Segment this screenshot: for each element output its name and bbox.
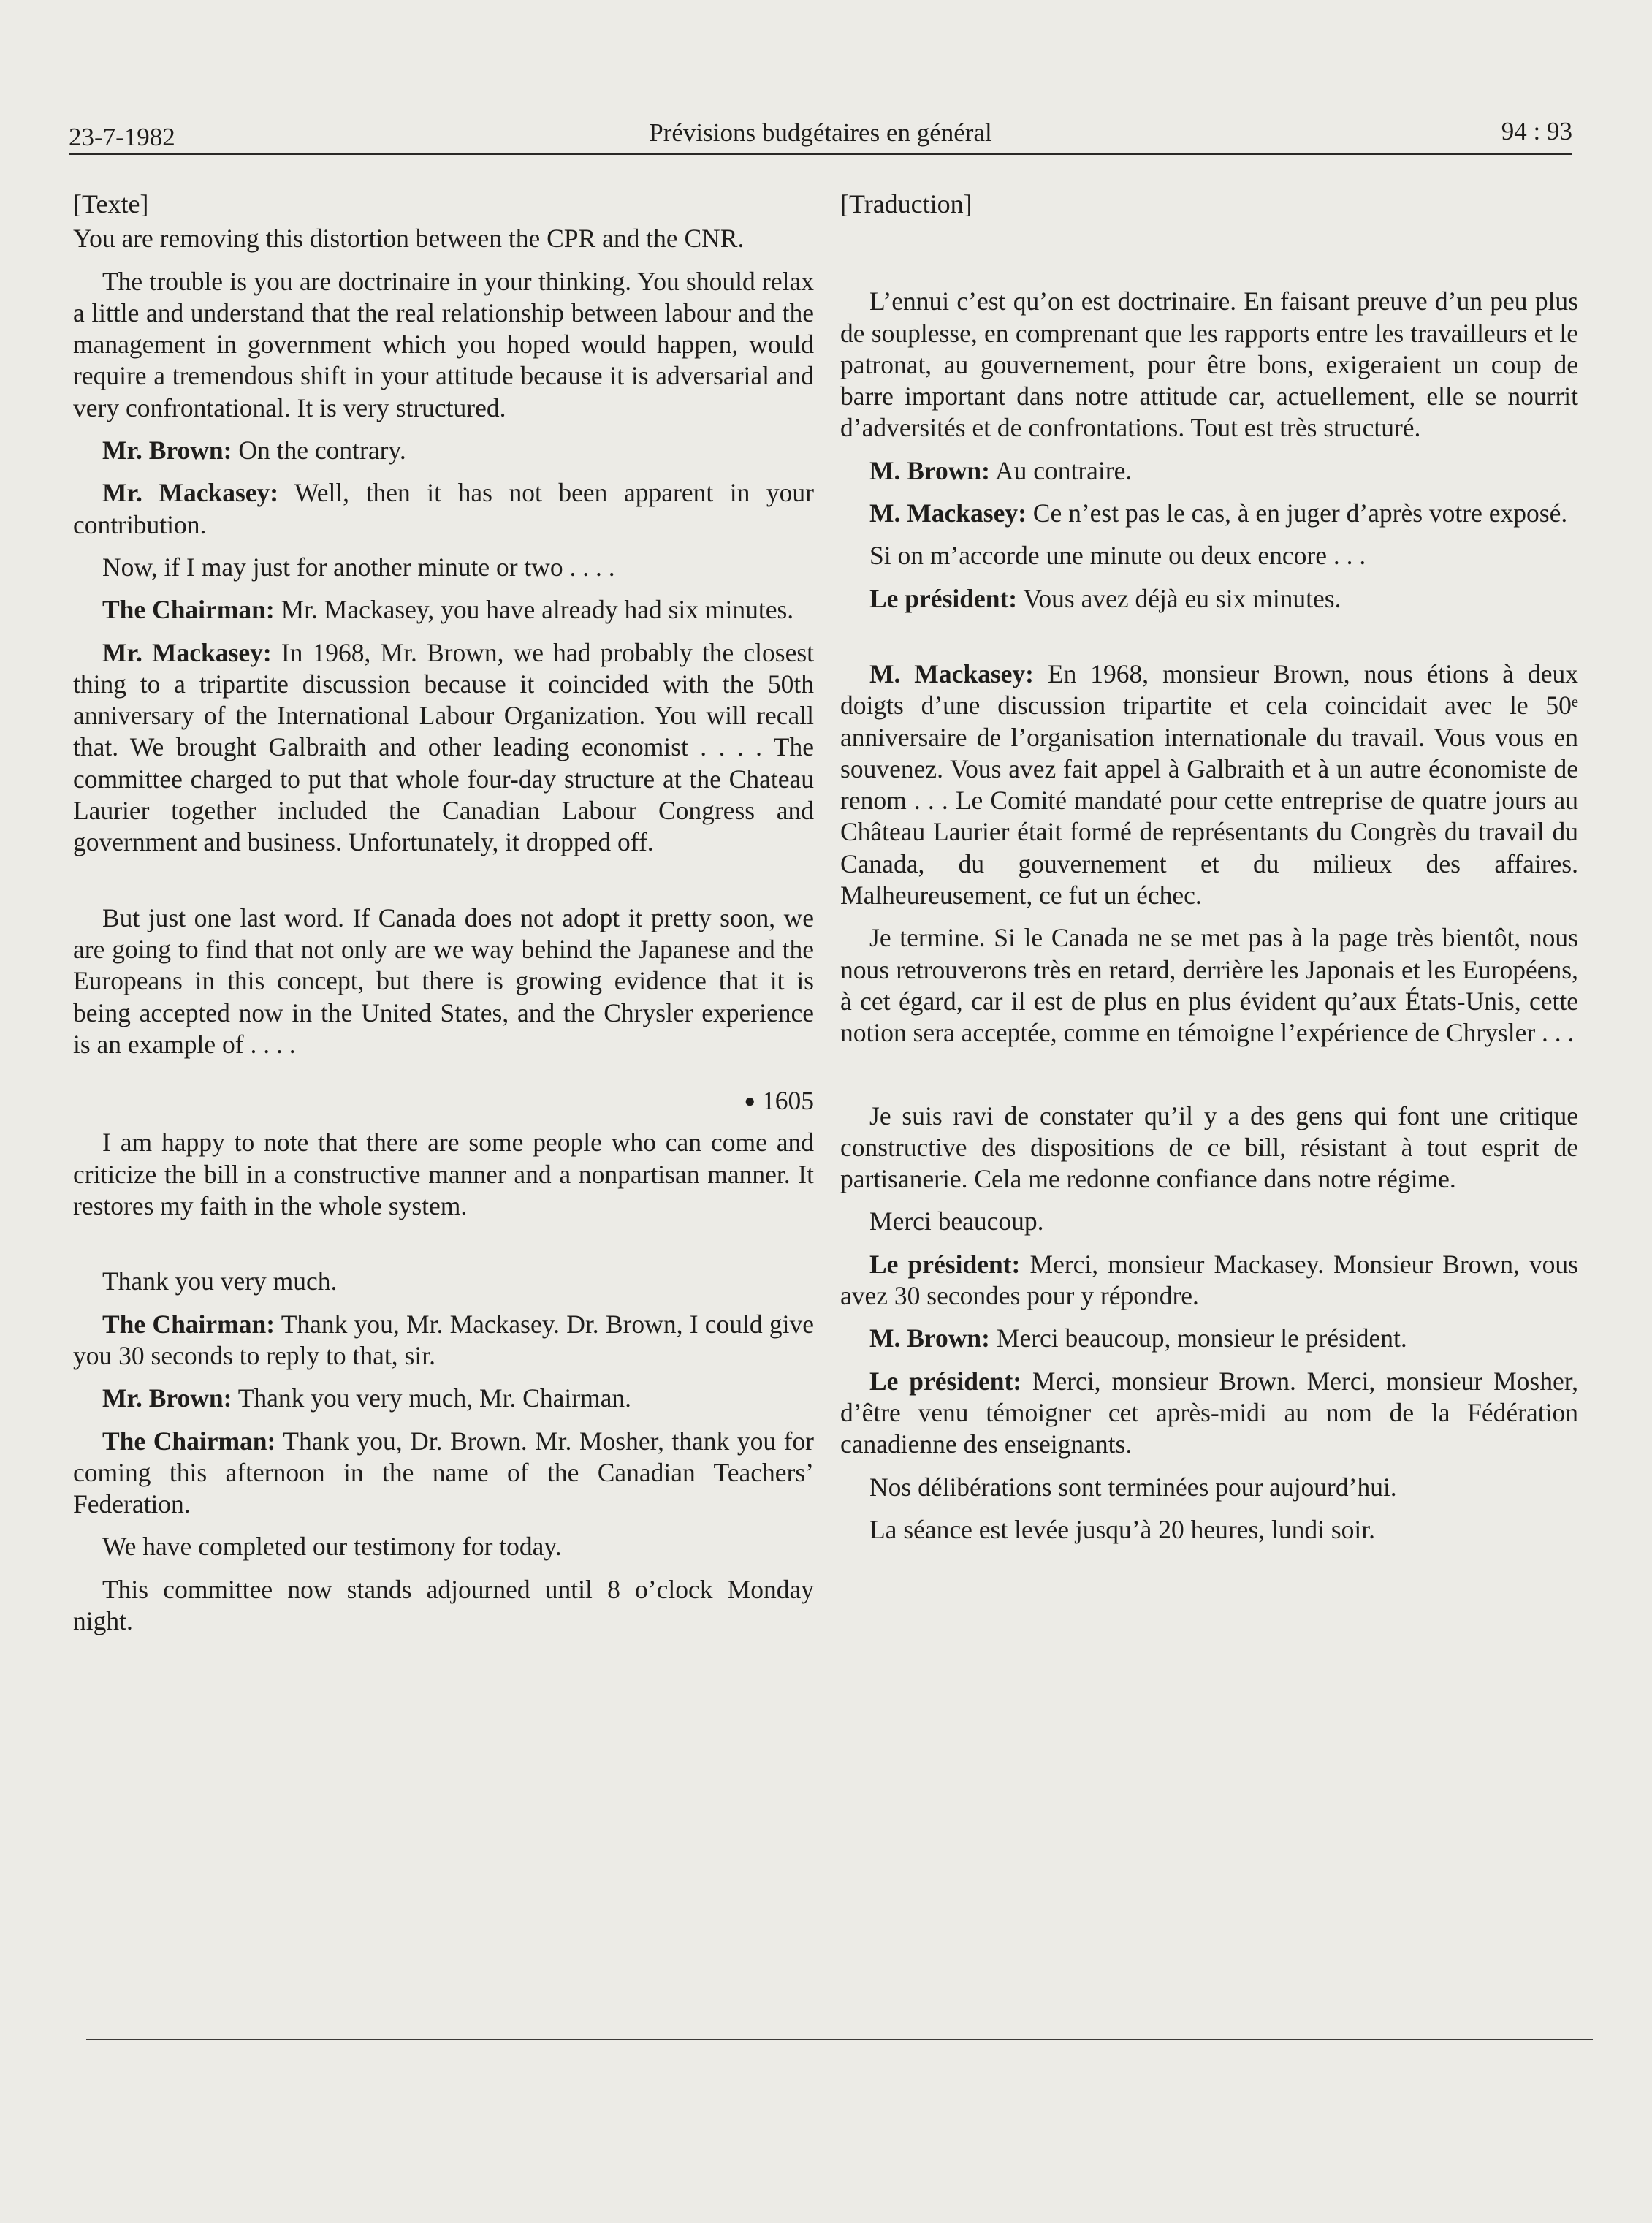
speaker-name: The Chairman: — [102, 1309, 275, 1339]
paragraph-text: L’ennui c’est qu’on est doctrinaire. En faisant preuve d’un peu plus de souplesse, en comprenant que les rapports entre les travailleurs et le patronat, au gouvernement, pour être bons, exigeraient un coup de barre important dans notre attitude car, actuellement, elle se nourrit d’adversités et de confrontations. Tout est très structuré. — [840, 286, 1578, 443]
paragraph — [840, 1206, 1578, 1237]
paragraph — [73, 435, 814, 466]
speaker-name: M. Mackasey: — [869, 658, 1034, 688]
paragraph-text: Si on m’accorde une minute ou deux encore . . . — [869, 541, 1366, 571]
paragraph — [73, 1574, 814, 1638]
paragraph — [73, 223, 814, 254]
paragraph — [840, 1366, 1578, 1461]
paragraph — [840, 286, 1578, 444]
paragraph-text: Thank you very much, Mr. Chairman. — [237, 1383, 632, 1413]
paragraph-text: Vous avez déjà eu six minutes. — [1023, 583, 1341, 613]
paragraph — [840, 922, 1578, 1049]
header-rule — [69, 153, 1572, 155]
paragraph — [840, 1323, 1578, 1354]
paragraph — [73, 1309, 814, 1372]
paragraph-text: In 1968, Mr. Brown, we had probably the closest thing to a tripartite discussion because it coincided with the 50th anniversary of the International Labour Organization. You will recall that. We brought Galbraith and other leading economist . . . . The committee charged to put that whole four-day structure at the Chateau Laurier together included the Canadian Labour Congress and government and business. Unfortunately, it dropped off. — [73, 637, 815, 857]
speaker-name: The Chairman: — [102, 1426, 276, 1456]
paragraph — [840, 1249, 1578, 1312]
paragraph-text: En 1968, monsieur Brown, nous étions à deux doigts d’une discussion tripartite et cela coincidait avec le 50ᵉ anniversaire de l’organisation internationale du travail. Vous vous en souvenez. Vous avez fait appel à Galbraith et à un autre économiste de renom . . . Le Comité mandaté pour cette entreprise de quatre jours au Château Laurier était formé de représentants du Congrès du travail du Canada, du gouvernement et du milieux des affaires. Malheureusement, ce fut un échec. — [840, 658, 1578, 911]
paragraph — [840, 1101, 1578, 1196]
paragraph-text: Au contraire. — [994, 455, 1133, 485]
paragraph-text: You are removing this distortion between the CPR and the CNR. — [73, 224, 745, 254]
speaker-name: Mr. Brown: — [102, 1383, 232, 1413]
bullet-icon: ● — [744, 1090, 756, 1112]
paragraph — [840, 1514, 1578, 1546]
french-column — [840, 189, 1578, 1557]
paragraph-text: We have completed our testimony for today. — [102, 1532, 562, 1562]
footer-rule — [86, 2039, 1593, 2040]
column-tag: [Traduction] — [840, 189, 972, 218]
english-column — [73, 189, 814, 1648]
paragraph-text: Thank you, Dr. Brown. Mr. Mosher, thank you for coming this afternoon in the name of the Canadian Teachers’ Federation. — [73, 1426, 814, 1519]
paragraph — [73, 1266, 814, 1297]
paragraph — [840, 658, 1578, 911]
header-date: 23-7-1982 — [69, 123, 175, 151]
paragraph-text: The trouble is you are doctrinaire in your thinking. You should relax a little and understand that the real relationship between labour and the management in government which you hoped would happen, would require a tremendous shift in your attitude because it is adversarial and very confrontational. It is very structured. — [73, 266, 814, 422]
paragraph — [73, 1531, 814, 1562]
speaker-name: Le président: — [869, 1249, 1021, 1279]
header-page-number: 94 : 93 — [1501, 117, 1572, 145]
paragraph-text: Now, if I may just for another minute or two . . . . — [102, 552, 615, 582]
paragraph-text: Mr. Mackasey, you have already had six minutes. — [281, 595, 794, 625]
paragraph-text: Merci, monsieur Brown. Merci, monsieur Mosher, d’être venu témoigner cet après-midi au nom de la Fédération canadienne des enseignants. — [840, 1366, 1578, 1459]
paragraph — [840, 455, 1578, 487]
speaker-name: Mr. Brown: — [102, 436, 232, 466]
paragraph — [73, 594, 814, 626]
paragraph — [73, 552, 814, 583]
speaker-name: Le président: — [869, 1366, 1022, 1396]
page-header — [69, 111, 1572, 155]
time-marker — [73, 1085, 814, 1117]
speaker-name: Mr. Mackasey: — [102, 637, 272, 667]
paragraph — [73, 1426, 814, 1521]
speaker-name: M. Brown: — [869, 1323, 991, 1353]
paragraph — [73, 902, 814, 1060]
paragraph-text: Je termine. Si le Canada ne se met pas à la page très bientôt, nous nous retrouverons très en retard, derrière les Japonais et les Européens, à cet égard, car il est de plus en plus évident qu’aux États-Unis, cette notion sera acceptée, comme en témoigne l’expérience de Chrysler . . . — [840, 923, 1578, 1048]
paragraph — [840, 498, 1578, 529]
column-tag: [Texte] — [73, 189, 149, 218]
paragraph-text: Nos délibérations sont terminées pour aujourd’hui. — [869, 1472, 1397, 1502]
speaker-name: M. Mackasey: — [869, 498, 1027, 528]
paragraph-text: Je suis ravi de constater qu’il y a des gens qui font une critique constructive des dispositions de ce bill, résistant à tout esprit de partisanerie. Cela me redonne confiance dans notre régime. — [840, 1101, 1578, 1194]
speaker-name: Le président: — [869, 583, 1018, 613]
paragraph-text: Ce n’est pas le cas, à en juger d’après votre exposé. — [1032, 498, 1568, 528]
speaker-name: M. Brown: — [869, 455, 991, 485]
paragraph-text: Thank you, Mr. Mackasey. Dr. Brown, I could give you 30 seconds to reply to that, sir. — [73, 1309, 815, 1370]
paragraph-text: I am happy to note that there are some people who can come and criticize the bill in a constructive manner and a nonpartisan manner. It restores my faith in the whole system. — [73, 1128, 814, 1221]
paragraph — [73, 477, 814, 541]
paragraph-text: But just one last word. If Canada does not adopt it pretty soon, we are going to find that not only are we way behind the Japanese and the Europeans in this concept, but there is growing evidence that it is being accepted now in the United States, and the Chrysler experience is an example of . . . . — [73, 902, 814, 1059]
paragraph — [73, 1383, 814, 1414]
paragraph — [840, 1472, 1578, 1503]
paragraph-text: Merci, monsieur Mackasey. Monsieur Brown, vous avez 30 secondes pour y répondre. — [840, 1249, 1579, 1311]
paragraph — [73, 266, 814, 424]
paragraph — [73, 1127, 814, 1222]
paragraph-text: Well, then it has not been apparent in your contribution. — [73, 478, 814, 539]
paragraph — [840, 540, 1578, 571]
paragraph-text: Merci beaucoup, monsieur le président. — [996, 1323, 1407, 1353]
time-marker-text: 1605 — [762, 1086, 814, 1116]
paragraph — [73, 637, 814, 859]
paragraph-text: This committee now stands adjourned until 8 o’clock Monday night. — [73, 1574, 814, 1635]
paragraph-text: La séance est levée jusqu’à 20 heures, lundi soir. — [869, 1514, 1376, 1544]
speaker-name: Mr. Mackasey: — [102, 478, 279, 508]
header-title: Prévisions budgétaires en général — [649, 118, 992, 147]
paragraph-text: Merci beaucoup. — [869, 1206, 1044, 1236]
paragraph — [840, 583, 1578, 615]
speaker-name: The Chairman: — [102, 595, 275, 625]
paragraph-text: Thank you very much. — [102, 1266, 338, 1296]
paragraph-text: On the contrary. — [238, 436, 406, 466]
